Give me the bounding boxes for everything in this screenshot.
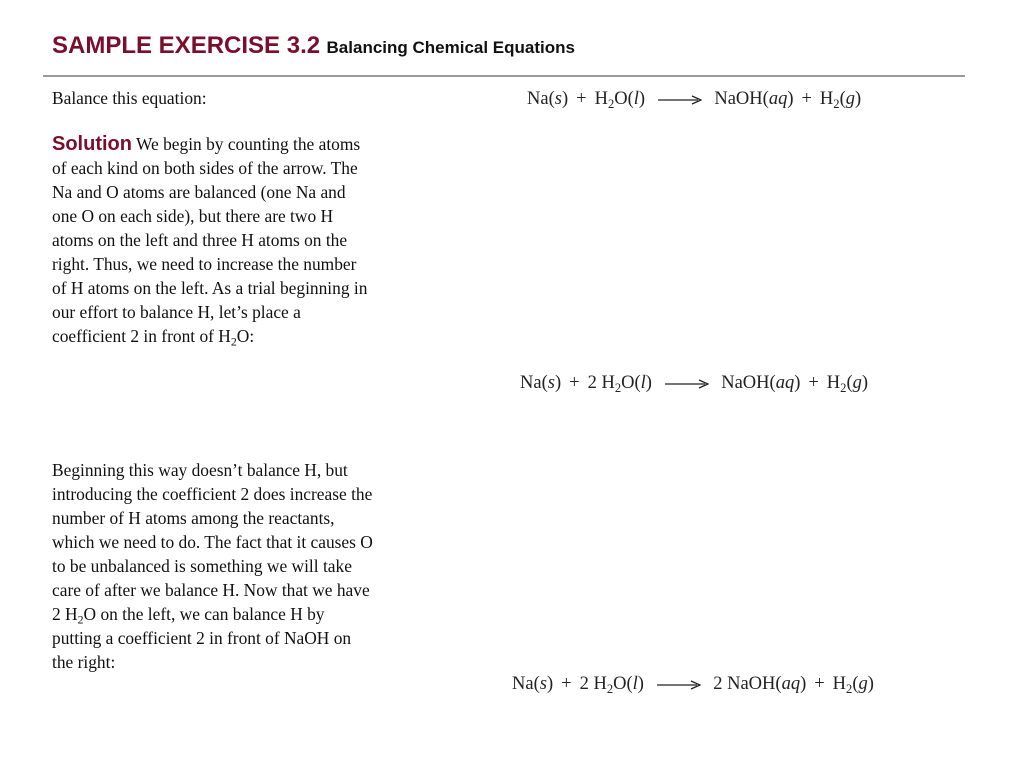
plus-sign: + — [801, 89, 812, 109]
reactant-2: $H_2O(l)$ — [594, 89, 646, 111]
solution-heading: Solution — [52, 133, 132, 155]
reaction-arrow-icon — [665, 379, 709, 389]
plus-sign: + — [814, 674, 825, 694]
reaction-arrow-icon — [657, 680, 701, 690]
product-1: 2 NaOH(aq) — [713, 674, 807, 694]
solution-paragraph-2 — [52, 458, 374, 674]
plus-sign: + — [569, 373, 580, 393]
reaction-arrow-icon — [658, 95, 702, 105]
prompt-text: Balance this equation: — [52, 88, 207, 108]
product-2: $H_2(g)$ — [826, 373, 869, 395]
exercise-number: SAMPLE EXERCISE 3.2 — [52, 32, 321, 59]
reactant-1: Na(s) — [512, 674, 554, 694]
plus-sign: + — [576, 89, 587, 109]
solution-text-1: We begin by counting the atoms of each kind on both sides of the arrow. The Na and O atoms are balanced (one Na and one O on each side), but there are two H atoms on the left and three H atoms on the right. Thus, we need to increase the number of H atoms on the left. As a trial beginning in our effort to balance H, let’s place a coefficient 2 in front of H — [52, 134, 368, 346]
reactant-1: Na(s) — [520, 373, 562, 393]
equation-1 — [527, 89, 861, 110]
solution-text-2b: O on the left, we can balance H by putting a coefficient 2 in front of NaOH on the right: — [52, 604, 352, 672]
exercise-topic: Balancing Chemical Equations — [326, 38, 575, 57]
reactant-1: Na(s) — [527, 89, 569, 109]
product-2: $H_2(g)$ — [832, 674, 874, 696]
reactant-2: 2 $H_2O(l)$ — [579, 674, 644, 696]
solution-text-1-end: O: — [236, 326, 255, 346]
solution-paragraph-1 — [52, 132, 374, 348]
equation-2 — [520, 373, 868, 394]
solution-text-2a: Beginning this way doesn’t balance H, but introducing the coefficient 2 does increase the number of H atoms among the reactants, which we need to do. The fact that it causes O to be unbalanced is something we will take care of after we balance H. Now that we have 2 H — [52, 460, 373, 624]
plus-sign: + — [808, 373, 819, 393]
title-divider — [43, 75, 965, 77]
plus-sign: + — [561, 674, 572, 694]
reactant-2: 2 $H_2O(l)$ — [587, 373, 652, 395]
product-1: NaOH(aq) — [721, 373, 801, 393]
product-2: $H_2(g)$ — [819, 89, 862, 111]
product-1: NaOH(aq) — [714, 89, 794, 109]
slide-title — [52, 32, 575, 60]
subscript: 2 — [230, 334, 237, 349]
subscript: 2 — [77, 612, 84, 627]
equation-3 — [512, 674, 874, 695]
